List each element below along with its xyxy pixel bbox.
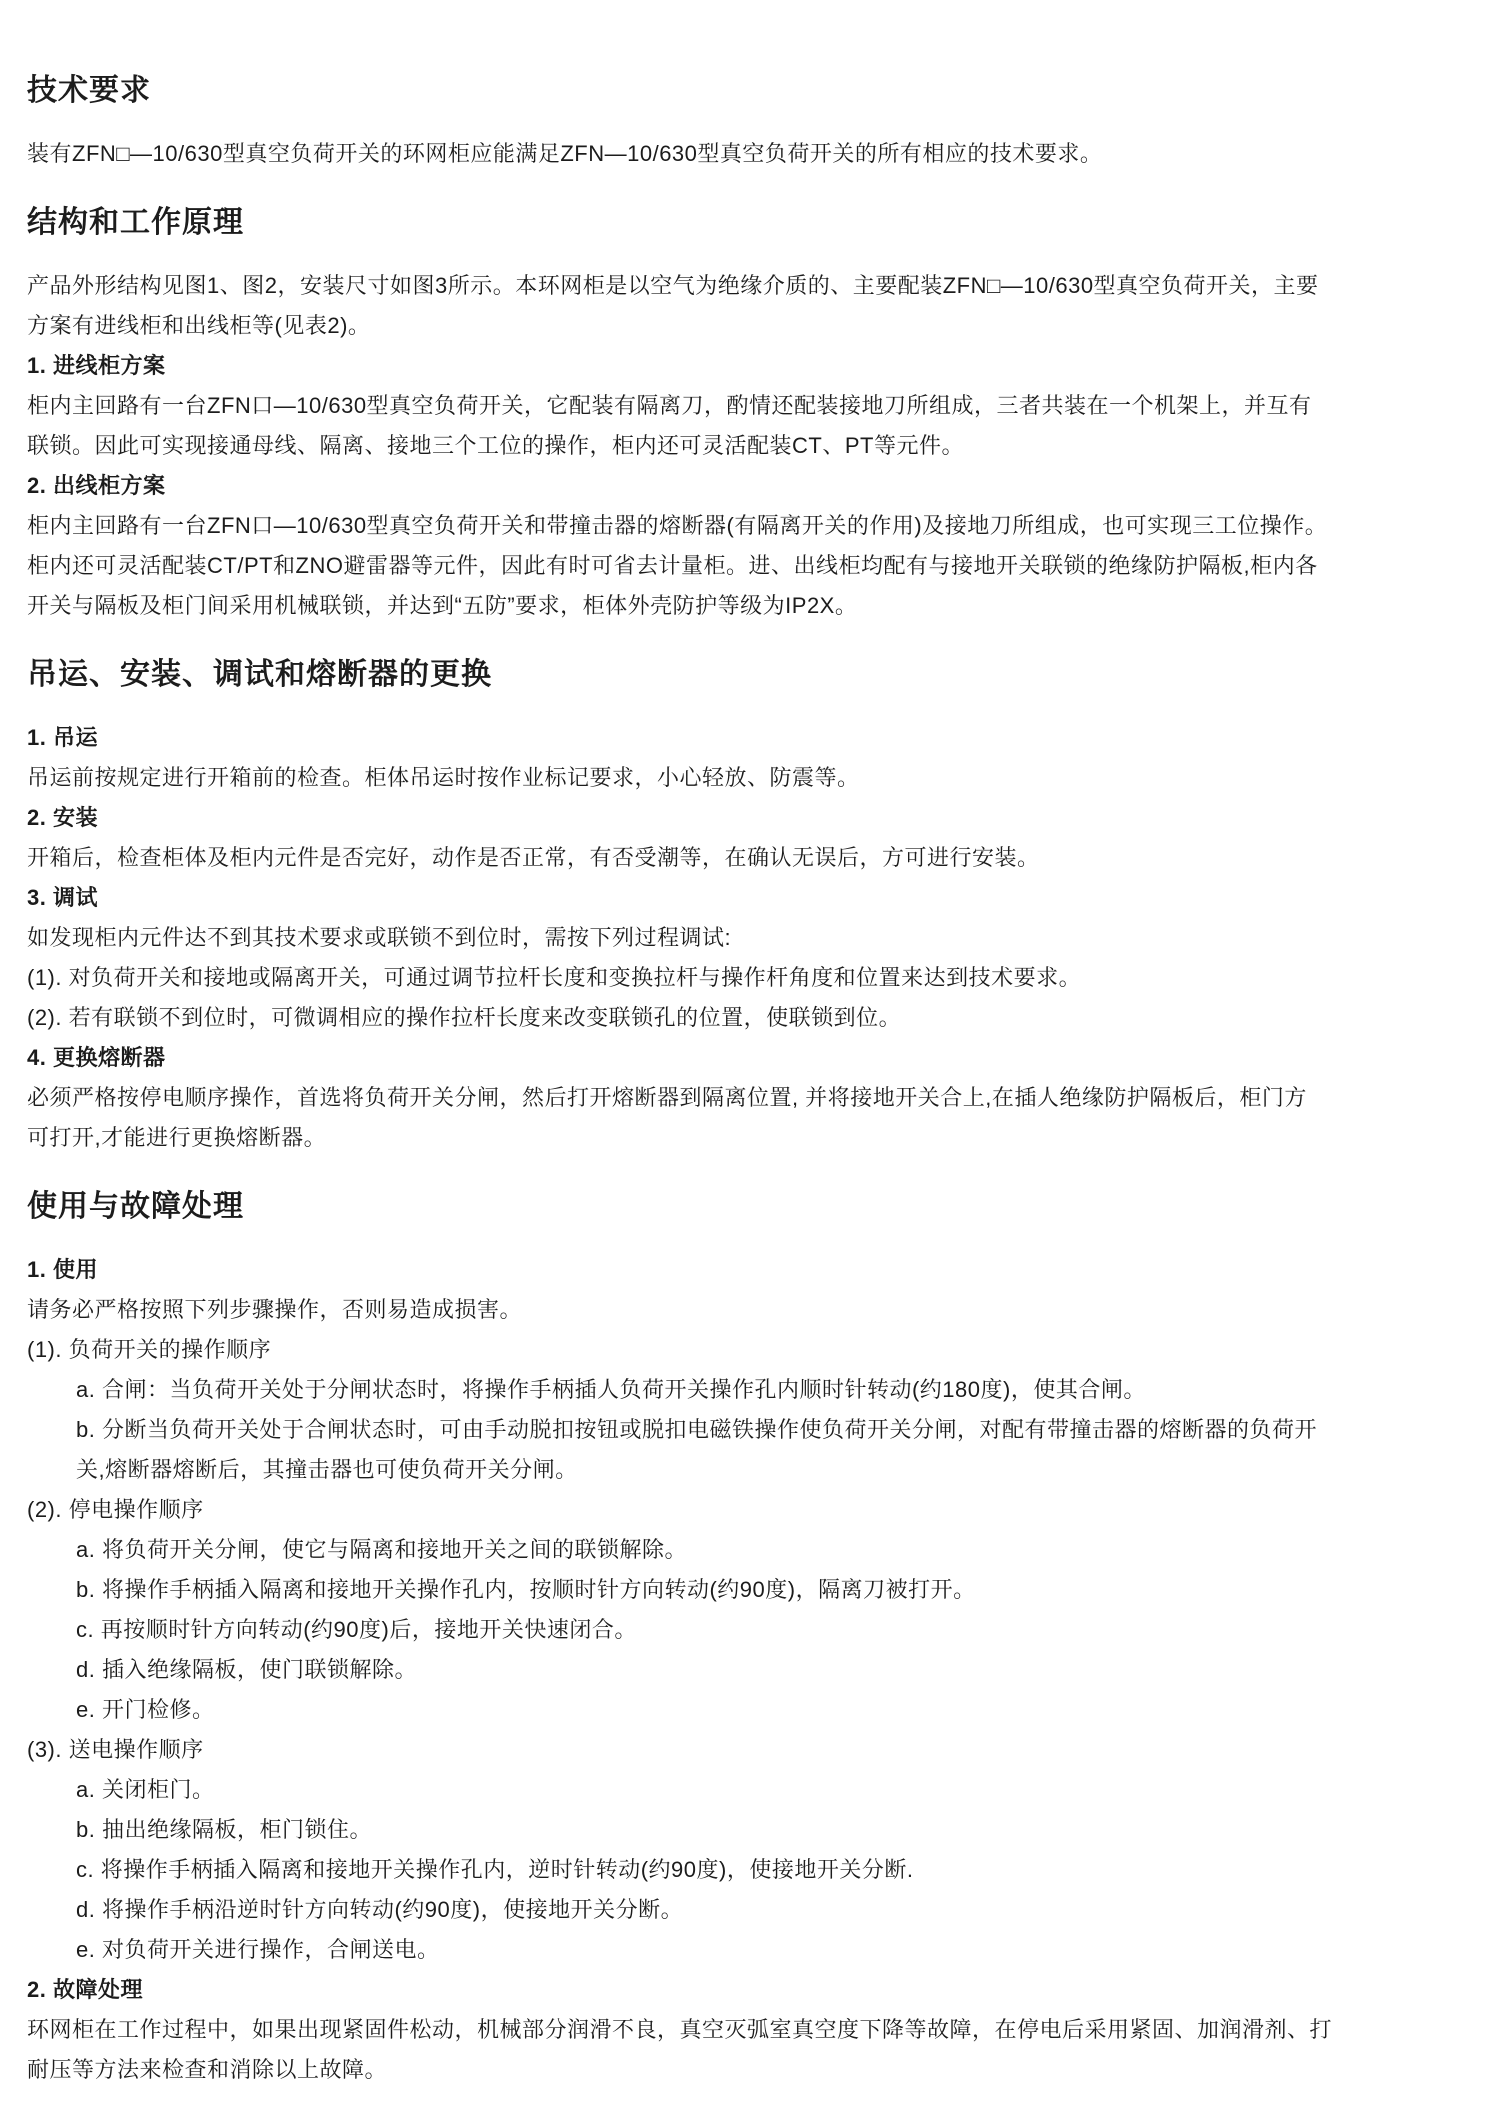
- list-item: b. 抽出绝缘隔板，柜门锁住。: [76, 1817, 372, 1842]
- paragraph-line: 柜内主回路有一台ZFN口—10/630型真空负荷开关和带撞击器的熔断器(有隔离开关的作用)及接地刀所组成，也可实现三工位操作。: [27, 513, 1328, 538]
- paragraph-line: 耐压等方法来检查和消除以上故障。: [27, 2057, 388, 2082]
- subheading-troubleshooting: 2. 故障处理: [27, 1977, 143, 2002]
- paragraph-line: 开关与隔板及柜门间采用机械联锁，并达到“五防”要求，柜体外壳防护等级为IP2X。: [27, 593, 858, 618]
- heading-lifting-installation-commissioning-fuse-replacement: 吊运、安装、调试和熔断器的更换: [27, 658, 492, 691]
- paragraph-line: 联锁。因此可实现接通母线、隔离、接地三个工位的操作，柜内还可灵活配装CT、PT等元件。: [27, 433, 964, 458]
- heading-usage-and-troubleshooting: 使用与故障处理: [27, 1190, 244, 1223]
- paragraph-line: 请务必严格按照下列步骤操作，否则易造成损害。: [27, 1297, 523, 1322]
- paragraph-line: (2). 若有联锁不到位时，可微调相应的操作拉杆长度来改变联锁孔的位置，使联锁到位。: [27, 1005, 902, 1030]
- paragraph-line: (1). 对负荷开关和接地或隔离开关，可通过调节拉杆长度和变换拉杆与操作杆角度和位置来达到技术要求。: [27, 965, 1082, 990]
- paragraph-line: 柜内还可灵活配装CT/PT和ZNO避雷器等元件，因此有时可省去计量柜。进、出线柜均配有与接地开关联锁的绝缘防护隔板,柜内各: [27, 553, 1318, 578]
- subheading-commissioning: 3. 调试: [27, 885, 98, 910]
- list-item: a. 关闭柜门。: [76, 1777, 215, 1802]
- list-item: e. 对负荷开关进行操作，合闸送电。: [76, 1937, 440, 1962]
- subheading-usage: 1. 使用: [27, 1257, 98, 1282]
- list-item: b. 分断当负荷开关处于合闸状态时，可由手动脱扣按钮或脱扣电磁铁操作使负荷开关分闸，对配有带撞击器的熔断器的负荷开: [76, 1417, 1317, 1442]
- list-item: e. 开门检修。: [76, 1697, 215, 1722]
- list-item: c. 将操作手柄插入隔离和接地开关操作孔内，逆时针转动(约90度)，使接地开关分断.: [76, 1857, 914, 1882]
- list-item-continuation: 关,熔断器熔断后，其撞击器也可使负荷开关分闸。: [76, 1457, 578, 1482]
- subheading-installation: 2. 安装: [27, 805, 98, 830]
- paragraph-line: 可打开,才能进行更换熔断器。: [27, 1125, 327, 1150]
- list-item: a. 将负荷开关分闸，使它与隔离和接地开关之间的联锁解除。: [76, 1537, 687, 1562]
- list-item: b. 将操作手柄插入隔离和接地开关操作孔内，按顺时针方向转动(约90度)，隔离刀被打开。: [76, 1577, 976, 1602]
- paragraph-line: 装有ZFN□—10/630型真空负荷开关的环网柜应能满足ZFN—10/630型真空负荷开关的所有相应的技术要求。: [27, 141, 1103, 166]
- subheading-outgoing-cabinet-scheme: 2. 出线柜方案: [27, 473, 166, 498]
- subheading-fuse-replacement: 4. 更换熔断器: [27, 1045, 166, 1070]
- list-item: d. 插入绝缘隔板，使门联锁解除。: [76, 1657, 417, 1682]
- paragraph-line: 必须严格按停电顺序操作，首选将负荷开关分闸，然后打开熔断器到隔离位置, 并将接地开关合上,在插人绝缘防护隔板后，柜门方: [27, 1085, 1307, 1110]
- paragraph-line: 柜内主回路有一台ZFN口—10/630型真空负荷开关，它配装有隔离刀，酌情还配装接地刀所组成，三者共装在一个机架上，并互有: [27, 393, 1312, 418]
- list-item-power-off-sequence: (2). 停电操作顺序: [27, 1497, 204, 1522]
- heading-technical-requirements: 技术要求: [27, 74, 151, 107]
- list-item-power-on-sequence: (3). 送电操作顺序: [27, 1737, 204, 1762]
- paragraph-line: 方案有进线柜和出线柜等(见表2)。: [27, 313, 371, 338]
- paragraph-line: 环网柜在工作过程中，如果出现紧固件松动，机械部分润滑不良，真空灭弧室真空度下降等故障，在停电后采用紧固、加润滑剂、打: [27, 2017, 1333, 2042]
- list-item: c. 再按顺时针方向转动(约90度)后，接地开关快速闭合。: [76, 1617, 637, 1642]
- subheading-lifting: 1. 吊运: [27, 725, 98, 750]
- heading-structure-and-working-principle: 结构和工作原理: [27, 206, 244, 239]
- list-item: d. 将操作手柄沿逆时针方向转动(约90度)，使接地开关分断。: [76, 1897, 684, 1922]
- paragraph-line: 吊运前按规定进行开箱前的检查。柜体吊运时按作业标记要求，小心轻放、防震等。: [27, 765, 860, 790]
- paragraph-line: 产品外形结构见图1、图2，安装尺寸如图3所示。本环网柜是以空气为绝缘介质的、主要配装ZFN□—10/630型真空负荷开关，主要: [27, 273, 1319, 298]
- list-item: a. 合闸：当负荷开关处于分闸状态时，将操作手柄插人负荷开关操作孔内顺时针转动(约180度)，使其合闸。: [76, 1377, 1146, 1402]
- paragraph-line: 如发现柜内元件达不到其技术要求或联锁不到位时，需按下列过程调试:: [27, 925, 732, 950]
- paragraph-line: 开箱后，检查柜体及柜内元件是否完好，动作是否正常，有否受潮等，在确认无误后，方可进行安装。: [27, 845, 1040, 870]
- list-item-load-switch-sequence: (1). 负荷开关的操作顺序: [27, 1337, 272, 1362]
- subheading-incoming-cabinet-scheme: 1. 进线柜方案: [27, 353, 166, 378]
